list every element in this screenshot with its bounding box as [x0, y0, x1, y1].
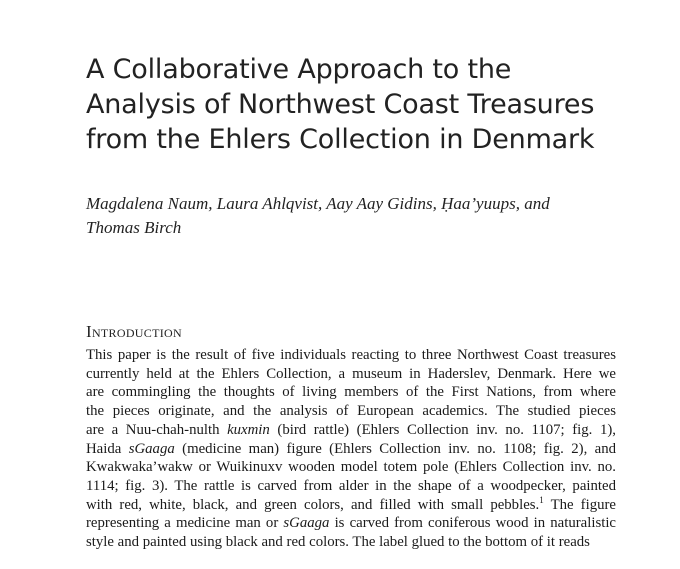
text-line — [86, 440, 616, 459]
text-segment: The figure — [543, 496, 616, 513]
text-segment: is carved from coniferous wood in naturalistic — [329, 515, 616, 532]
title-line: A Collaborative Approach to the — [86, 54, 512, 86]
italic-term: sGaaga — [128, 440, 175, 457]
text-segment: (bird rattle) (Ehlers Collection inv. no. 1107; fig. 1), — [269, 421, 616, 438]
text-segment: representing a medicine man or — [86, 515, 284, 532]
text-segment: (medicine man) figure (Ehlers Collection inv. no. 1108; fig. 2), and — [174, 440, 617, 457]
text-line — [86, 496, 616, 515]
title-line: from the Ehlers Collection in Denmark — [86, 124, 595, 156]
text-line: currently held at the Ehlers Collection, a museum in Haderslev, Denmark. Here we — [86, 365, 616, 382]
text-line: This paper is the result of five individuals reacting to three Northwest Coast treasures — [86, 347, 616, 363]
text-segment: are a Nuu-chah-nulth — [86, 421, 228, 438]
title-line: Analysis of Northwest Coast Treasures — [86, 89, 595, 121]
body-paragraph — [86, 346, 616, 552]
text-line: the pieces originate, and the analysis of European academics. The studied pieces — [86, 403, 616, 420]
italic-term: sGaaga — [283, 515, 330, 532]
italic-term: kuxmin — [227, 421, 270, 438]
text-line — [86, 421, 616, 440]
text-line: 1114; fig. 3). The rattle is carved from alder in the shape of a woodpecker, painted — [86, 477, 616, 494]
author-list — [86, 192, 646, 240]
text-segment: with red, white, black, and green colors, and filled with small pebbles. — [86, 496, 540, 513]
footnote-marker[interactable]: 1 — [539, 494, 544, 505]
author-line: Thomas Birch — [86, 218, 182, 237]
text-line: are commingling the thoughts of living members of the First Nations, from where — [86, 384, 616, 401]
paper-title — [86, 52, 656, 157]
text-line — [86, 514, 616, 533]
section-heading: Introduction — [86, 322, 182, 341]
text-line: style and painted using black and red colors. The label glued to the bottom of it reads — [86, 534, 590, 551]
text-segment: Haida — [86, 440, 129, 457]
author-line: Magdalena Naum, Laura Ahlqvist, Aay Aay Gidins, Ḥaa’yuups, and — [86, 194, 550, 213]
text-line: Kwakwaka’wakw or Wuikinuxv wooden model totem pole (Ehlers Collection inv. no. — [86, 459, 616, 476]
